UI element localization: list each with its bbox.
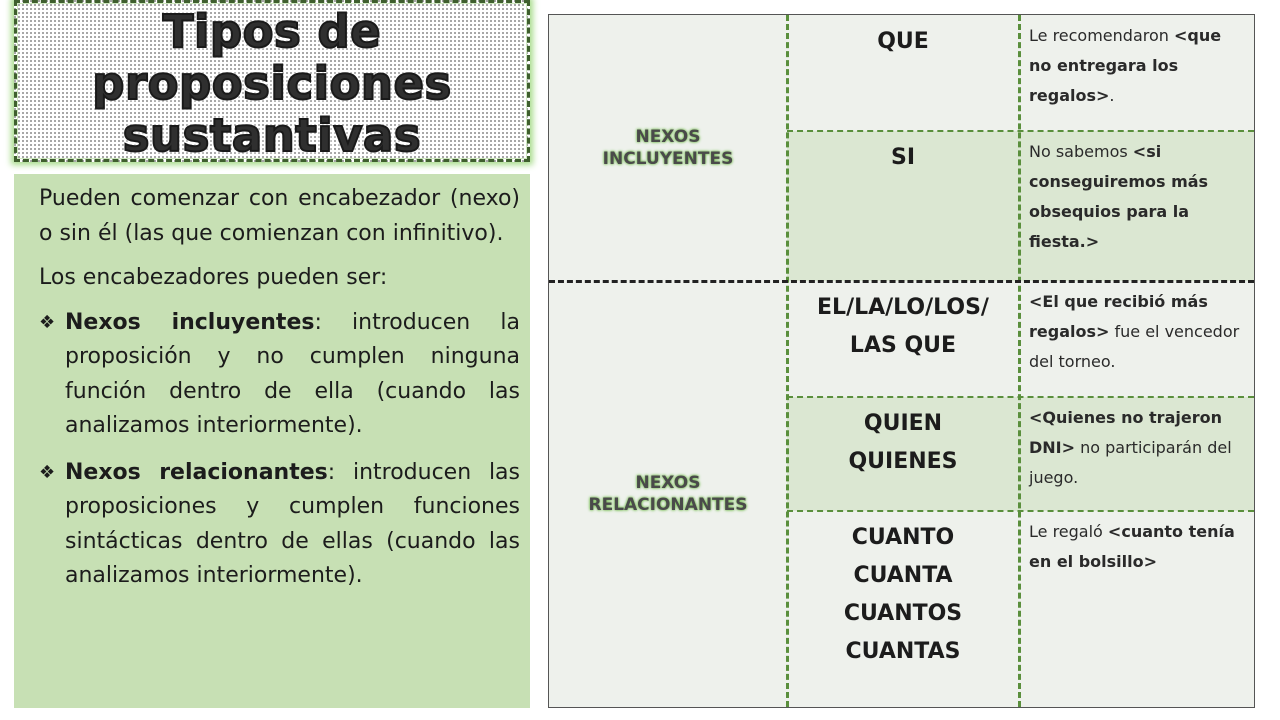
example-post: no participarán del juego. [1029, 438, 1232, 487]
bullet-text [65, 456, 520, 594]
bullet-item [39, 306, 520, 444]
nexo-cell: QUIEN QUIENES [787, 397, 1019, 511]
example-bold: <Quienes no trajeron DNI> [1029, 408, 1222, 457]
body-panel [14, 174, 530, 708]
example-bold: <si conseguiremos más obsequios para la fiesta.> [1029, 142, 1209, 251]
slide-title: Tipos de proposiciones sustantivas [92, 5, 452, 162]
example-bold: <que no entregara los regalos> [1029, 26, 1222, 105]
bullet-desc: : introducen la proposición y no cumplen ninguna función dentro de ella (cuando las analizamos interiormente). [65, 309, 520, 438]
group-divider [549, 280, 1254, 283]
example-bold: <El que recibió más regalos> [1029, 292, 1208, 341]
bullet-desc: : introducen las proposiciones y cumplen funciones sintácticas dentro de ellas (cuando las analizamos interiormente). [65, 459, 520, 588]
column-divider [1018, 15, 1021, 707]
category-relacionantes: NEXOS RELACIONANTES [549, 281, 787, 707]
bullet-item [39, 456, 520, 594]
row-divider [787, 510, 1254, 512]
bullet-text [65, 306, 520, 444]
nexos-table [548, 14, 1255, 708]
example-bold: <cuanto tenía en el bolsillo> [1029, 522, 1235, 571]
example-pre: Le regaló [1029, 522, 1108, 541]
example-pre: Le recomendaron [1029, 26, 1174, 45]
example-cell [1019, 511, 1254, 707]
nexo-cell: SI [787, 131, 1019, 281]
example-cell [1019, 15, 1254, 131]
title-box [14, 0, 530, 162]
example-cell [1019, 397, 1254, 511]
diamond-bullet-icon: ❖ [39, 311, 56, 333]
example-pre: No sabemos [1029, 142, 1133, 161]
column-divider [786, 15, 789, 707]
diamond-bullet-icon: ❖ [39, 461, 56, 483]
example-cell [1019, 131, 1254, 281]
row-divider [787, 396, 1254, 398]
bullet-term: Nexos incluyentes [65, 309, 315, 335]
nexo-cell: QUE [787, 15, 1019, 131]
bullet-term: Nexos relacionantes [65, 459, 328, 485]
example-post: . [1109, 86, 1115, 105]
row-divider [787, 130, 1254, 132]
nexo-cell: EL/LA/LO/LOS/ LAS QUE [787, 281, 1019, 397]
nexo-cell: CUANTO CUANTA CUANTOS CUANTAS [787, 511, 1019, 707]
category-incluyentes: NEXOS INCLUYENTES [549, 15, 787, 281]
example-post: fue el vencedor del torneo. [1029, 322, 1240, 371]
intro-paragraph: Pueden comenzar con encabezador (nexo) o sin él (las que comienzan con infinitivo). [39, 186, 520, 246]
lead-paragraph: Los encabezadores pueden ser: [39, 265, 388, 290]
example-cell [1019, 281, 1254, 397]
